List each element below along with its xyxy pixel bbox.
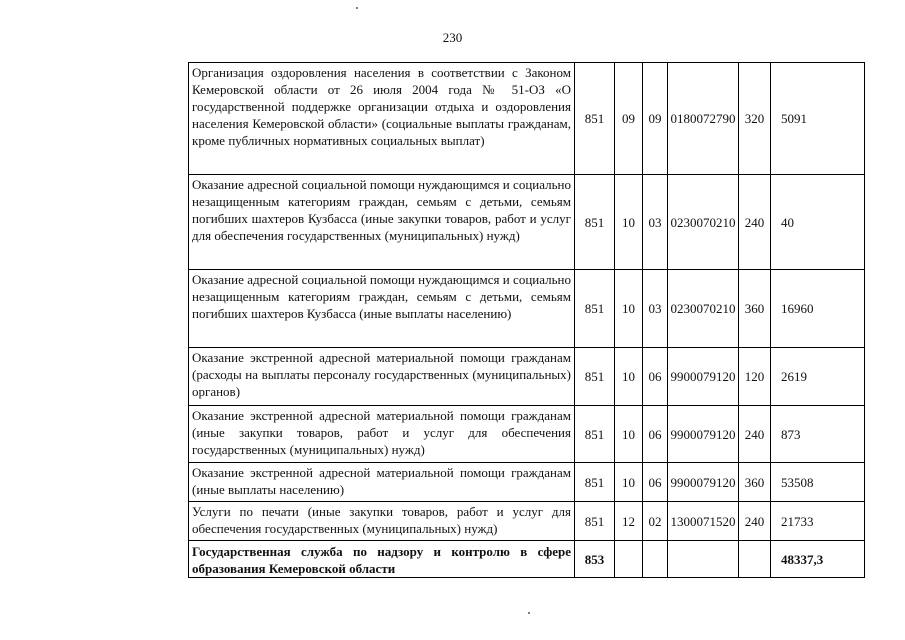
row-description: Оказание экстренной адресной материальной помощи гражданам (иные закупки товаров, работ и услуг для обеспечения государственных (муниципальных) нужд) [189, 406, 575, 463]
section-code: 10 [615, 175, 643, 270]
subsection-code: 03 [643, 270, 668, 348]
expense-type-code [739, 541, 771, 578]
table-row [189, 502, 865, 541]
ministry-code: 851 [575, 63, 615, 175]
table-row [189, 348, 865, 406]
subsection-code: 06 [643, 463, 668, 502]
expense-type-code: 240 [739, 502, 771, 541]
row-description: Оказание экстренной адресной материальной помощи гражданам (расходы на выплаты персоналу государственных (муниципальных) органов) [189, 348, 575, 406]
row-description: Оказание адресной социальной помощи нуждающимся и социально незащищенным категориям граждан, семьям с детьми, семьям погибших шахтеров Кузбасса (иные закупки товаров, работ и услуг для обеспечения государственных (муниципальных) нужд) [189, 175, 575, 270]
subsection-code: 09 [643, 63, 668, 175]
section-code: 10 [615, 463, 643, 502]
ministry-code: 851 [575, 175, 615, 270]
target-item-code: 9900079120 [668, 348, 739, 406]
section-code [615, 541, 643, 578]
ministry-code: 853 [575, 541, 615, 578]
expense-type-code: 120 [739, 348, 771, 406]
table-row [189, 63, 865, 175]
target-item-code: 1300071520 [668, 502, 739, 541]
expense-type-code: 320 [739, 63, 771, 175]
row-description: Организация оздоровления населения в соответствии с Законом Кемеровской области от 26 июля 2004 года № 51-ОЗ «О государственной поддержке организации отдыха и оздоровления населения Кемеровской области» (социальные выплаты гражданам, кроме публичных нормативных социальных выплат) [189, 63, 575, 175]
amount: 53508 [771, 463, 865, 502]
subsection-code: 06 [643, 348, 668, 406]
section-code: 09 [615, 63, 643, 175]
table-row [189, 175, 865, 270]
section-code: 10 [615, 270, 643, 348]
target-item-code: 0230070210 [668, 175, 739, 270]
table-row [189, 270, 865, 348]
scan-speck [356, 7, 358, 9]
target-item-code [668, 541, 739, 578]
table-row [189, 406, 865, 463]
row-description: Оказание экстренной адресной материальной помощи гражданам (иные выплаты населению) [189, 463, 575, 502]
amount: 873 [771, 406, 865, 463]
target-item-code: 9900079120 [668, 406, 739, 463]
ministry-code: 851 [575, 406, 615, 463]
table-row-total [189, 541, 865, 578]
expense-type-code: 240 [739, 406, 771, 463]
ministry-code: 851 [575, 270, 615, 348]
table-row [189, 463, 865, 502]
amount: 48337,3 [771, 541, 865, 578]
target-item-code: 9900079120 [668, 463, 739, 502]
row-description: Государственная служба по надзору и контролю в сфере образования Кемеровской области [189, 541, 575, 578]
scan-speck [528, 612, 530, 614]
ministry-code: 851 [575, 502, 615, 541]
section-code: 12 [615, 502, 643, 541]
section-code: 10 [615, 348, 643, 406]
budget-table [188, 62, 865, 578]
row-description: Услуги по печати (иные закупки товаров, работ и услуг для обеспечения государственных (муниципальных) нужд) [189, 502, 575, 541]
amount: 40 [771, 175, 865, 270]
amount: 5091 [771, 63, 865, 175]
expense-type-code: 240 [739, 175, 771, 270]
page-number: 230 [442, 30, 463, 45]
subsection-code: 06 [643, 406, 668, 463]
expense-type-code: 360 [739, 270, 771, 348]
amount: 2619 [771, 348, 865, 406]
subsection-code: 03 [643, 175, 668, 270]
section-code: 10 [615, 406, 643, 463]
expense-type-code: 360 [739, 463, 771, 502]
ministry-code: 851 [575, 463, 615, 502]
amount: 21733 [771, 502, 865, 541]
ministry-code: 851 [575, 348, 615, 406]
target-item-code: 0230070210 [668, 270, 739, 348]
target-item-code: 0180072790 [668, 63, 739, 175]
subsection-code [643, 541, 668, 578]
amount: 16960 [771, 270, 865, 348]
subsection-code: 02 [643, 502, 668, 541]
row-description: Оказание адресной социальной помощи нуждающимся и социально незащищенным категориям граждан, семьям с детьми, семьям погибших шахтеров Кузбасса (иные выплаты населению) [189, 270, 575, 348]
